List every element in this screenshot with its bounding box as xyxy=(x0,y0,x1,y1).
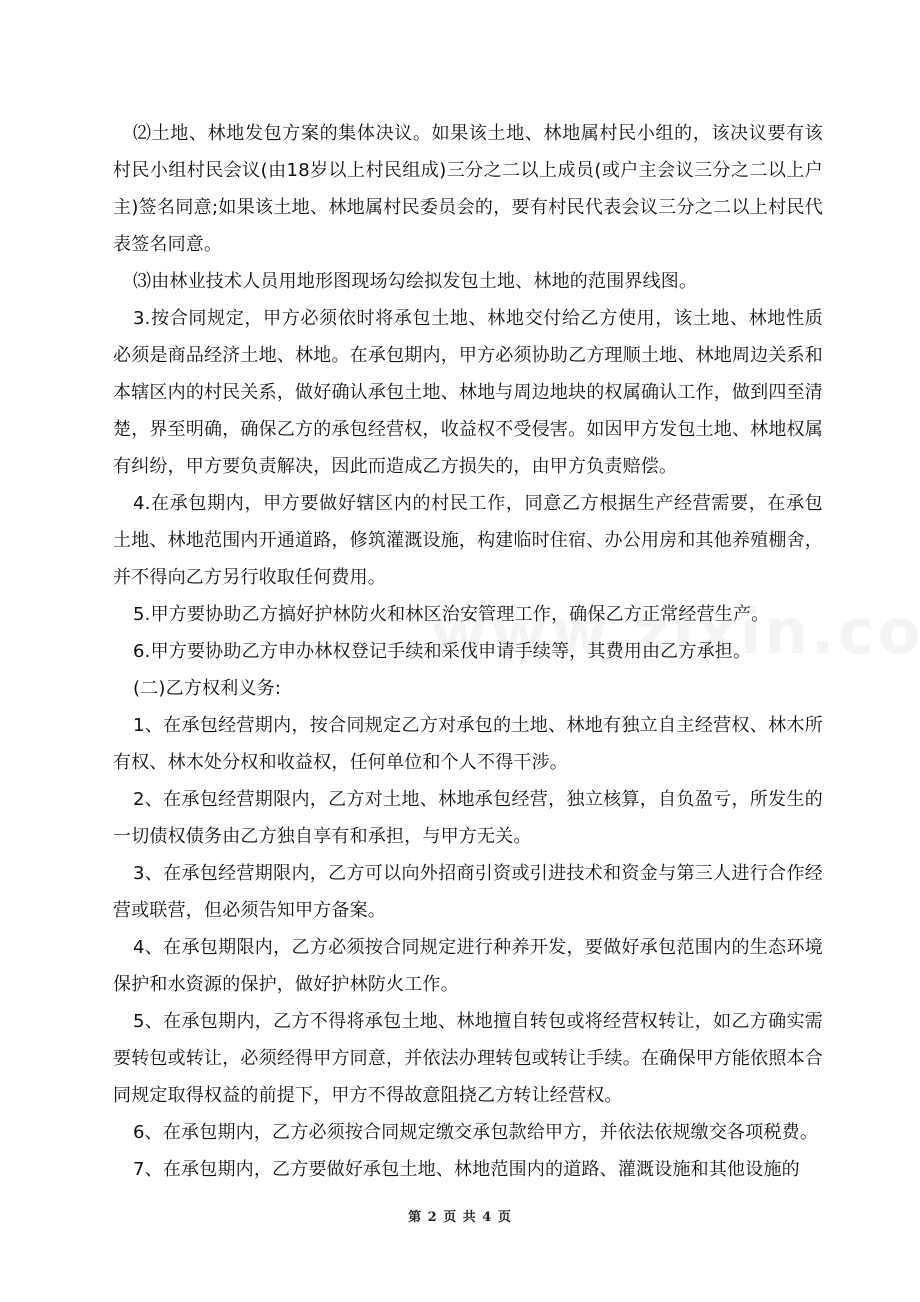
paragraph: 2、在承包经营期限内，乙方对土地、林地承包经营，独立核算，自负盈亏，所发生的一切债权债务由乙方独自享有和承担，与甲方无关。 xyxy=(113,789,823,847)
section-heading: (二)乙方权利义务: xyxy=(133,678,282,699)
paragraph: 4、在承包期限内，乙方必须按合同规定进行种养开发，要做好承包范围内的生态环境保护和水资源的保护，做好护林防火工作。 xyxy=(113,937,823,995)
document-body xyxy=(113,115,823,1188)
paragraph: ⑵土地、林地发包方案的集体决议。如果该土地、林地属村民小组的，该决议要有该村民小组村民会议(由18岁以上村民组成)三分之二以上成员(或户主会议三分之二以上户主)签名同意;如果该土地、林地属村民委员会的，要有村民代表会议三分之二以上村民代表签名同意。 xyxy=(113,123,823,255)
paragraph: 3、在承包经营期限内，乙方可以向外招商引资或引进技术和资金与第三人进行合作经营或联营，但必须告知甲方备案。 xyxy=(113,863,823,921)
paragraph: 7、在承包期内，乙方要做好承包土地、林地范围内的道路、灌溉设施和其他设施的 xyxy=(133,1159,800,1180)
paragraph: 5、在承包期内，乙方不得将承包土地、林地擅自转包或将经营权转让，如乙方确实需要转包或转让，必须经得甲方同意，并依法办理转包或转让手续。在确保甲方能依照本合同规定取得权益的前提下，甲方不得故意阻挠乙方转让经营权。 xyxy=(113,1011,823,1106)
paragraph: 1、在承包经营期内，按合同规定乙方对承包的土地、林地有独立自主经营权、林木所有权、林木处分权和收益权，任何单位和个人不得干涉。 xyxy=(113,715,823,773)
page-footer: 第 2 页 共 4 页 xyxy=(408,1210,512,1225)
paragraph: ⑶由林业技术人员用地形图现场勾绘拟发包土地、林地的范围界线图。 xyxy=(133,271,698,292)
paragraph: 5.甲方要协助乙方搞好护林防火和林区治安管理工作，确保乙方正常经营生产。 xyxy=(133,604,770,625)
paragraph: 3.按合同规定，甲方必须依时将承包土地、林地交付给乙方使用，该土地、林地性质必须是商品经济土地、林地。在承包期内，甲方必须协助乙方理顺土地、林地周边关系和本辖区内的村民关系，做好确认承包土地、林地与周边地块的权属确认工作，做到四至清楚，界至明确，确保乙方的承包经营权，收益权不受侵害。如因甲方发包土地、林地权属有纠纷，甲方要负责解决，因此而造成乙方损失的，由甲方负责赔偿。 xyxy=(113,308,823,477)
paragraph: 4.在承包期内，甲方要做好辖区内的村民工作，同意乙方根据生产经营需要，在承包土地、林地范围内开通道路，修筑灌溉设施，构建临时住宿、办公用房和其他养殖棚舍，并不得向乙方另行收取任何费用。 xyxy=(113,493,823,588)
paragraph: 6.甲方要协助乙方申办林权登记手续和采伐申请手续等，其费用由乙方承担。 xyxy=(133,641,752,662)
paragraph: 6、在承包期内，乙方必须按合同规定缴交承包款给甲方，并依法依规缴交各项税费。 xyxy=(133,1122,819,1143)
